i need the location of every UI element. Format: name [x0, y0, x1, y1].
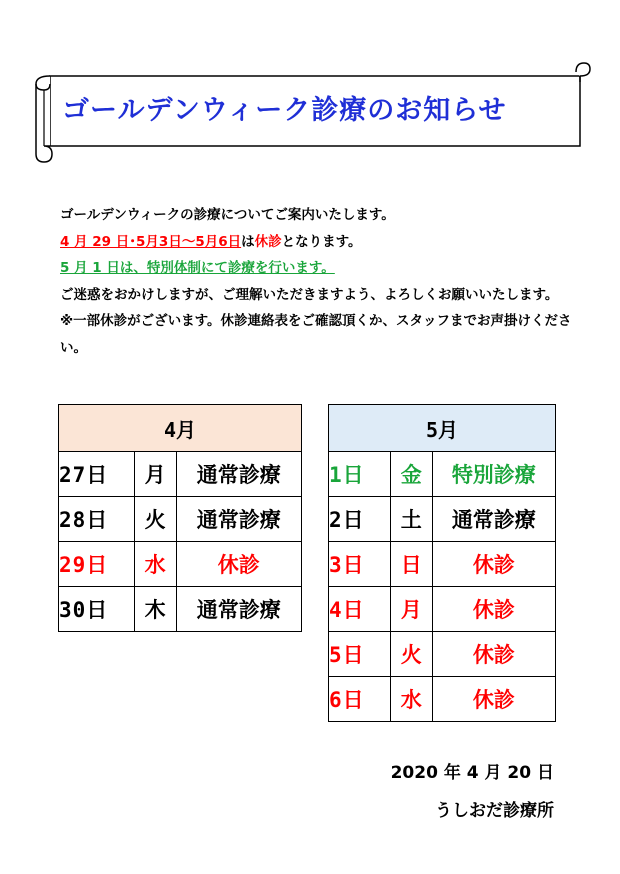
- table-row: [59, 497, 302, 542]
- table-row: [59, 542, 302, 587]
- weekday-cell: 火: [390, 632, 432, 677]
- weekday-cell: 水: [390, 677, 432, 722]
- status-cell: 休診: [432, 677, 555, 722]
- table-row: [59, 587, 302, 632]
- table-row: [329, 632, 556, 677]
- day-cell: 3日: [329, 542, 391, 587]
- holiday-dates: 4 月 29 日･5月3日～5月6日: [60, 233, 242, 250]
- table-row: [329, 452, 556, 497]
- status-cell: 休診: [432, 542, 555, 587]
- weekday-cell: 木: [134, 587, 176, 632]
- day-cell: 1日: [329, 452, 391, 497]
- weekday-cell: 水: [134, 542, 176, 587]
- status-cell: 通常診療: [176, 587, 301, 632]
- weekday-cell: 月: [390, 587, 432, 632]
- status-cell: 通常診療: [176, 452, 301, 497]
- clinic-name: うしおだ診療所: [435, 801, 554, 821]
- note-text: ※一部休診がございます。休診連絡表をご確認頂くか、スタッフまでお声掛けください。: [60, 313, 572, 356]
- day-cell: 28日: [59, 497, 135, 542]
- may-header: 5月: [329, 405, 556, 452]
- weekday-cell: 金: [390, 452, 432, 497]
- april-schedule-table: [58, 404, 302, 632]
- page-title: ゴールデンウィーク診療のお知らせ: [62, 95, 507, 126]
- holiday-mid: は: [241, 233, 255, 250]
- table-row: [59, 452, 302, 497]
- table-row: [329, 497, 556, 542]
- weekday-cell: 火: [134, 497, 176, 542]
- weekday-cell: 土: [390, 497, 432, 542]
- holiday-line: [60, 229, 580, 256]
- table-row: [329, 677, 556, 722]
- apology-text: ご迷惑をおかけしますが、ご理解いただきますよう、よろしくお願いいたします。: [60, 286, 559, 303]
- weekday-cell: 月: [134, 452, 176, 497]
- holiday-word: 休診: [254, 233, 282, 250]
- issue-date: 2020 年 4 月 20 日: [390, 763, 554, 783]
- april-header: 4月: [59, 405, 302, 452]
- special-notice: 5 月 1 日は、特別体制にて診療を行います。: [60, 260, 335, 276]
- holiday-tail: となります。: [281, 233, 362, 250]
- day-cell: 30日: [59, 587, 135, 632]
- day-cell: 29日: [59, 542, 135, 587]
- status-cell: 休診: [176, 542, 301, 587]
- status-cell: 休診: [432, 632, 555, 677]
- may-schedule-table: [328, 404, 556, 722]
- intro-text: ゴールデンウィークの診療についてご案内いたします。: [60, 207, 395, 223]
- day-cell: 5日: [329, 632, 391, 677]
- status-cell: 通常診療: [176, 497, 301, 542]
- status-cell: 特別診療: [432, 452, 555, 497]
- day-cell: 6日: [329, 677, 391, 722]
- weekday-cell: 日: [390, 542, 432, 587]
- day-cell: 27日: [59, 452, 135, 497]
- day-cell: 4日: [329, 587, 391, 632]
- notice-body: [60, 202, 580, 361]
- status-cell: 通常診療: [432, 497, 555, 542]
- day-cell: 2日: [329, 497, 391, 542]
- status-cell: 休診: [432, 587, 555, 632]
- table-row: [329, 542, 556, 587]
- table-row: [329, 587, 556, 632]
